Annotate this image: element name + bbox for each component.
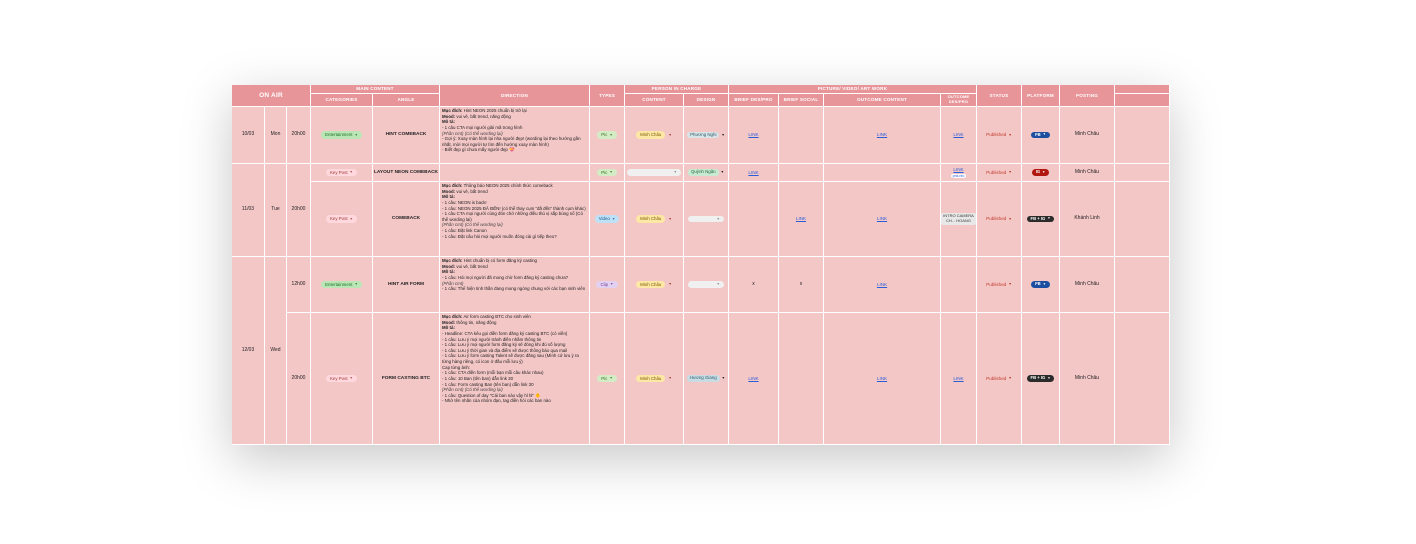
header-on-air[interactable]: ON AIR [232, 85, 311, 107]
direction-text: Hint chuẩn bị có form đăng ký casting [463, 258, 537, 263]
chevron-down-icon: ▼ [1042, 132, 1046, 137]
header-picture-video[interactable]: PICTURE/ VIDEO/ ART WORK [729, 85, 977, 94]
chevron-down-icon: ▼ [609, 170, 613, 175]
outcome-content-link[interactable]: LINK [876, 281, 888, 287]
category-chip[interactable] [321, 281, 362, 288]
header-brief-social[interactable]: BRIEF SOCIAL [779, 94, 824, 107]
direction-line: Cap từng ảnh: [442, 364, 471, 370]
chevron-down-icon: ▼ [609, 132, 613, 137]
category-label: Entertainment [325, 132, 353, 138]
category-cell[interactable] [311, 313, 373, 445]
chevron-down-icon: ▼ [349, 170, 354, 175]
platform-label: IG [1035, 169, 1041, 175]
platform-cell[interactable] [1022, 313, 1060, 445]
platform-chip[interactable] [1031, 281, 1050, 288]
category-chip[interactable] [326, 375, 357, 382]
platform-cell[interactable] [1022, 182, 1060, 257]
direction-line: (Phần cmt) (Có thể wording lại) [442, 130, 503, 136]
direction-label: Mood: [442, 319, 456, 325]
direction-line: - 1 câu: Hỏi mọi người đã mong chờ form đăng ký casting chưa? [442, 274, 569, 280]
category-cell[interactable] [311, 107, 373, 164]
direction-cell[interactable] [440, 107, 590, 164]
chevron-down-icon: ▼ [721, 376, 726, 381]
direction-line: - 1 câu CTA mọi người giải mã trong hình [442, 124, 523, 130]
status-label: Published [986, 216, 1007, 222]
type-chip[interactable] [597, 131, 617, 138]
outcome-des-link[interactable]: LINK [953, 166, 964, 172]
header-brief-des-pro[interactable]: BRIEF DES/PRO [729, 94, 779, 107]
chevron-down-icon: ▼ [668, 376, 672, 381]
chevron-down-icon: ▼ [1008, 170, 1012, 175]
type-label: Pic [601, 132, 608, 138]
status-cell[interactable] [977, 257, 1022, 313]
brief-social-cell[interactable] [779, 107, 824, 164]
outcome-content-cell[interactable] [824, 107, 941, 164]
design-person-chip[interactable] [687, 132, 719, 139]
chevron-down-icon: ▼ [354, 132, 358, 137]
outcome-des-cell[interactable] [941, 257, 977, 313]
direction-line: - 1 câu: NEON is back! [442, 199, 487, 205]
direction-label: Mood: [442, 113, 456, 119]
direction-line: (Phần cmt) (Có thể wording lại) [442, 387, 503, 393]
outcome-des-preview[interactable]: INTRO CAMERA CH... HOANG [941, 213, 976, 224]
category-cell[interactable] [311, 164, 373, 182]
header-outcome-des-pro[interactable]: OUTCOME DES/PRO [941, 94, 977, 107]
status-label: Published [986, 132, 1007, 138]
outcome-content-cell[interactable] [824, 257, 941, 313]
type-chip[interactable] [597, 375, 617, 382]
direction-cell[interactable] [440, 164, 590, 182]
angle-cell[interactable]: COMEBACK [373, 182, 440, 257]
header-types[interactable]: TYPES [590, 85, 625, 107]
chevron-down-icon: ▼ [349, 376, 354, 381]
direction-label: Mô tả: [442, 269, 455, 275]
platform-label: FB + IG [1030, 375, 1046, 381]
outcome-content-cell[interactable] [824, 182, 941, 257]
header-extra-2 [1115, 94, 1170, 107]
category-cell[interactable] [311, 182, 373, 257]
brief-social-cell[interactable]: x [779, 257, 824, 313]
direction-line: - Nhớ tên nhãn của nhóm đạn, tag điền hỏi các ban nào [442, 398, 551, 404]
category-chip[interactable] [321, 131, 362, 138]
outcome-des-cell[interactable] [941, 313, 977, 445]
direction-text: vui vẻ, bắt trend [456, 263, 488, 269]
header-categories[interactable]: CATEGORIES [311, 94, 373, 107]
brief-des-cell[interactable] [729, 164, 779, 182]
direction-line: - 1 câu: Thể hiện tinh thần đang mong ngóng chung với các bạn sinh viên [442, 286, 586, 292]
type-label: Video [598, 216, 610, 222]
direction-label: Mood: [442, 188, 456, 194]
category-label: Key Post [329, 216, 348, 222]
direction-label: Mục đích: [442, 258, 463, 263]
outcome-des-cell[interactable] [941, 107, 977, 164]
direction-line: - 1 câu: Question of day "Cái ban nào vậy hỉ hỉ" 🐥 [442, 392, 541, 398]
brief-social-link[interactable]: LINK [795, 216, 807, 222]
chevron-down-icon: ▼ [1047, 375, 1051, 380]
category-label: Key Post [329, 375, 348, 381]
type-chip[interactable] [597, 169, 617, 176]
status-dropdown[interactable] [986, 170, 1012, 175]
status-cell[interactable] [977, 164, 1022, 182]
platform-cell[interactable] [1022, 164, 1060, 182]
weekday-cell[interactable]: Tue [265, 164, 287, 257]
schedule-sheet [232, 85, 1170, 445]
direction-line: - 1 câu: 10 Ban (tên ban) dẫn link 30 [442, 375, 514, 381]
extra-cell [1115, 313, 1170, 445]
extra-cell [1115, 182, 1170, 257]
platform-label: FB + IG [1030, 215, 1046, 221]
status-label: Published [986, 281, 1007, 287]
direction-line: - 1 câu: CTA điền form (mỗi bạn mỗi câu khác nhau) [442, 370, 544, 376]
design-person-cell[interactable] [684, 164, 729, 182]
brief-social-cell[interactable] [779, 182, 824, 257]
direction-line: - Headline: CTA kêu gọi điền form đăng ký casting BTC (có viền) [442, 330, 568, 336]
design-person-label: Hương Giang [689, 375, 717, 381]
chevron-down-icon: ▼ [716, 282, 720, 287]
outcome-content-link[interactable]: LINK [876, 375, 888, 381]
date-cell[interactable]: 12/03 [232, 257, 265, 445]
brief-des-cell[interactable]: x [729, 257, 779, 313]
status-label: Published [986, 169, 1007, 175]
direction-label: Mục đích: [442, 183, 463, 188]
header-outcome-content[interactable]: OUTCOME CONTENT [824, 94, 941, 107]
chevron-down-icon: ▼ [1008, 376, 1012, 381]
chevron-down-icon: ▼ [1047, 216, 1051, 221]
time-cell[interactable]: 20h00 [287, 107, 311, 164]
chevron-down-icon: ▼ [716, 216, 720, 221]
header-posting[interactable]: POSTING [1060, 85, 1115, 107]
type-label: Pic [601, 375, 608, 381]
angle-cell[interactable]: HINT AIR FORM [373, 257, 440, 313]
outcome-content-cell[interactable] [824, 164, 941, 182]
outcome-content-cell[interactable] [824, 313, 941, 445]
direction-label: Mô tả: [442, 194, 455, 200]
brief-social-cell[interactable] [779, 164, 824, 182]
status-dropdown[interactable] [986, 376, 1012, 381]
type-chip[interactable] [595, 215, 620, 222]
brief-des-link[interactable]: LINK [748, 132, 759, 138]
content-person-label: Minh Châu [640, 216, 662, 222]
direction-label: Mô tả: [442, 119, 455, 125]
weekday-cell[interactable]: Mon [265, 107, 287, 164]
direction-line: - 1 câu: Form casting Ban (tên ban) dẫn link 30 [442, 381, 534, 387]
posting-cell[interactable]: Minh Châu [1060, 107, 1115, 164]
direction-line: - 1 câu: Lưu ý form casting Talent sẽ được đăng sau (Mình cứ lưu ý ra từng hàng riêng, có icon ở đầu mỗi lưu ý) [442, 353, 579, 364]
chevron-down-icon: ▼ [609, 376, 613, 381]
date-cell[interactable]: 11/03 [232, 164, 265, 257]
content-person-cell[interactable] [625, 107, 684, 164]
content-person-chip[interactable] [636, 215, 665, 222]
direction-label: Mood: [442, 263, 456, 269]
content-person-chip[interactable] [636, 375, 665, 382]
direction-line: - Biết đẹp gì chưa mấy người đẹp 💝 [442, 147, 515, 153]
time-cell[interactable]: 20h00 [287, 164, 311, 257]
content-person-chip[interactable] [636, 281, 665, 288]
chevron-down-icon: ▼ [354, 282, 358, 287]
time-cell[interactable]: 12h00 [287, 257, 311, 313]
extra-cell [1115, 257, 1170, 313]
header-content[interactable]: CONTENT [625, 94, 684, 107]
content-person-cell[interactable] [625, 182, 684, 257]
direction-line: - 1 câu CTA mọi người cùng đón chờ những điều thú vị sắp bùng nổ (Có thể wording lại) [442, 211, 583, 222]
angle-cell[interactable]: LAYOUT NEON COMEBACK [373, 164, 440, 182]
direction-line: - 1 câu: NEON 2025 ĐÃ ĐẾN! (có thể thay cụm "đã đến" thành cụm khác) [442, 205, 586, 211]
status-dropdown[interactable] [986, 132, 1012, 137]
date-cell[interactable]: 10/03 [232, 107, 265, 164]
brief-des-link[interactable]: LINK [748, 375, 759, 381]
outcome-des-cell[interactable] [941, 182, 977, 257]
outcome-des-link[interactable]: LINK [953, 375, 964, 381]
type-label: Clip [600, 281, 609, 287]
direction-line: - Gợi ý: Xoay màn hình lại nha người đẹp! (wording lại theo hướng gần nhất, mời mọi người tự tìm đến hướng xoay màn hình) [442, 136, 581, 147]
direction-text: vui vẻ, bắt trend, năng động [456, 113, 511, 119]
chevron-down-icon: ▼ [668, 282, 672, 287]
direction-line: - 1 câu: Lưu ý mọi người tránh điền nhầm thông tin [442, 336, 542, 342]
direction-text: Hint NEON 2025 chuẩn bị trở lại [463, 108, 527, 113]
outcome-des-sub-chip[interactable]: pnk.nfo [952, 174, 965, 179]
chevron-down-icon: ▼ [611, 216, 616, 221]
platform-chip[interactable] [1027, 216, 1055, 223]
header-main-content[interactable]: MAIN CONTENT [311, 85, 440, 94]
design-person-chip[interactable] [688, 169, 719, 176]
header-platform[interactable]: PLATFORM [1022, 85, 1060, 107]
chevron-down-icon: ▼ [673, 170, 677, 175]
type-cell[interactable] [590, 164, 625, 182]
status-dropdown[interactable] [986, 216, 1012, 221]
angle-cell[interactable]: HINT COMEBACK [373, 107, 440, 164]
brief-des-cell[interactable] [729, 182, 779, 257]
chevron-down-icon: ▼ [1042, 169, 1046, 174]
posting-cell[interactable]: Minh Châu [1060, 164, 1115, 182]
content-person-cell[interactable] [625, 164, 684, 182]
direction-line: - 1 câu: Đặt link Canon [442, 228, 487, 233]
chevron-down-icon: ▼ [1008, 282, 1012, 287]
chevron-down-icon: ▼ [1008, 132, 1012, 137]
outcome-content-link[interactable]: LINK [876, 216, 888, 222]
platform-label: FB [1035, 281, 1041, 287]
direction-line: - 1 câu: Đặt câu hỏi mọi người muốn đóng cài gì tiếp theo? [442, 233, 557, 239]
direction-line: - 1 câu: Lưu ý mọi người form đăng ký sẽ đóng khi đủ số lượng [442, 342, 566, 348]
content-person-chip[interactable] [636, 131, 665, 138]
header-extra-1 [1115, 85, 1170, 94]
design-person-cell[interactable] [684, 182, 729, 257]
direction-label: Mô tả: [442, 325, 455, 331]
extra-cell [1115, 107, 1170, 164]
status-dropdown[interactable] [986, 282, 1012, 287]
type-cell[interactable] [590, 107, 625, 164]
direction-cell[interactable] [440, 182, 590, 257]
brief-des-link[interactable]: LINK [748, 169, 759, 175]
header-person-in-charge[interactable]: PERSON IN CHARGE [625, 85, 729, 94]
design-person-chip[interactable] [687, 375, 720, 382]
platform-cell[interactable] [1022, 107, 1060, 164]
direction-text: Air form casting BTC cho sinh viên [463, 314, 531, 319]
direction-line: (Phần cmt) [442, 280, 464, 286]
header-design[interactable]: DESIGN [684, 94, 729, 107]
design-person-chip[interactable] [688, 281, 724, 287]
outcome-des-cell[interactable] [941, 164, 977, 182]
direction-line: - 1 câu: Lưu ý thời gian và địa điểm sẽ được thông báo qua mail [442, 347, 568, 353]
header-angle[interactable]: ANGLE [373, 94, 440, 107]
direction-text: thông tin, năng động [456, 319, 497, 325]
platform-chip[interactable] [1032, 169, 1050, 176]
design-person-cell[interactable] [684, 257, 729, 313]
category-label: Key Post [329, 169, 348, 175]
chevron-down-icon: ▼ [668, 216, 672, 221]
brief-des-cell[interactable] [729, 107, 779, 164]
design-person-chip[interactable] [688, 216, 724, 222]
platform-label: FB [1035, 131, 1041, 137]
type-cell[interactable] [590, 182, 625, 257]
chevron-down-icon: ▼ [1042, 281, 1046, 286]
posting-cell[interactable]: Khánh Linh [1060, 182, 1115, 257]
design-person-label: Quỳnh Ngân [690, 169, 716, 175]
status-cell[interactable] [977, 313, 1022, 445]
direction-label: Mục đích: [442, 314, 463, 319]
time-cell[interactable]: 20h00 [287, 313, 311, 445]
brief-social-cell[interactable] [779, 313, 824, 445]
chevron-down-icon: ▼ [721, 132, 725, 137]
category-cell[interactable] [311, 257, 373, 313]
platform-chip[interactable] [1027, 375, 1055, 382]
type-label: Pic [601, 169, 608, 175]
category-chip[interactable] [326, 169, 357, 176]
direction-cell[interactable] [440, 257, 590, 313]
type-cell[interactable] [590, 257, 625, 313]
angle-cell[interactable]: FORM CASTING BTC [373, 313, 440, 445]
posting-cell[interactable]: Minh Châu [1060, 313, 1115, 445]
direction-label: Mục đích: [442, 108, 463, 113]
header-direction[interactable]: DIRECTION [440, 85, 590, 107]
content-person-label: Minh Châu [640, 375, 662, 381]
direction-line: (Phần cmt) (Có thể wording lại) [442, 222, 503, 228]
type-cell[interactable] [590, 313, 625, 445]
direction-text: Thông báo NEON 2025 chính thức comeback [463, 183, 553, 188]
weekday-cell[interactable]: Wed [265, 257, 287, 445]
chevron-down-icon: ▼ [349, 216, 354, 221]
content-person-label: Minh Châu [640, 281, 662, 287]
chevron-down-icon: ▼ [668, 132, 672, 137]
outcome-des-link[interactable]: LINK [953, 132, 964, 138]
category-chip[interactable] [326, 215, 357, 222]
status-cell[interactable] [977, 107, 1022, 164]
content-person-cell[interactable] [625, 257, 684, 313]
brief-des-cell[interactable] [729, 313, 779, 445]
status-cell[interactable] [977, 182, 1022, 257]
direction-text: vui vẻ, bắt trend [456, 188, 488, 194]
chevron-down-icon: ▼ [1008, 216, 1012, 221]
type-chip[interactable] [596, 281, 617, 288]
outcome-content-link[interactable]: LINK [876, 132, 888, 138]
status-label: Published [986, 375, 1007, 381]
direction-cell[interactable] [440, 313, 590, 445]
design-person-cell[interactable] [684, 107, 729, 164]
chevron-down-icon: ▼ [720, 170, 725, 175]
platform-cell[interactable] [1022, 257, 1060, 313]
design-person-label: Phương Nghi [690, 131, 717, 137]
content-person-chip[interactable] [627, 169, 681, 175]
category-label: Entertainment [325, 281, 353, 287]
design-person-cell[interactable] [684, 313, 729, 445]
content-person-cell[interactable] [625, 313, 684, 445]
extra-cell [1115, 164, 1170, 182]
platform-chip[interactable] [1031, 132, 1050, 139]
posting-cell[interactable]: Minh Châu [1060, 257, 1115, 313]
header-status[interactable]: STATUS [977, 85, 1022, 107]
chevron-down-icon: ▼ [610, 282, 614, 287]
content-person-label: Minh Châu [640, 132, 662, 138]
